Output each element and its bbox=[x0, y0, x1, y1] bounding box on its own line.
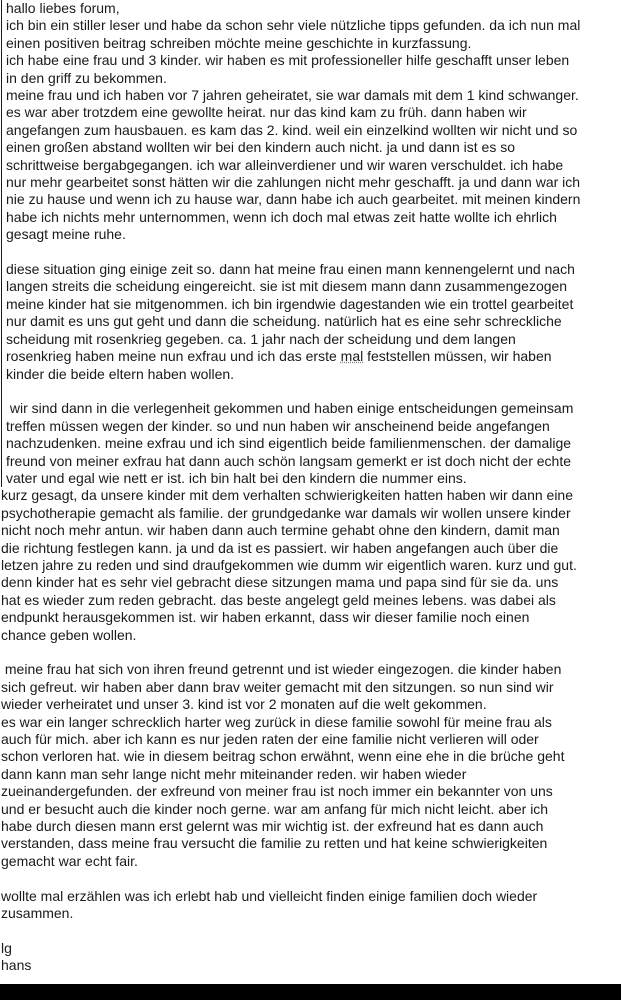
text-line: habe durch diesen mann erst gelernt was mir wichtig ist. der exfreund hat es dann auch bbox=[1, 818, 544, 835]
paragraph-gap bbox=[1, 922, 621, 939]
text-line: die richtung festlegen kann. ja und da ist es passiert. wir haben angefangen auch über die bbox=[1, 539, 559, 556]
paragraph-gap bbox=[1, 644, 621, 661]
text-line: zueinandergefunden. der exfreund von meiner frau ist noch immer ein bekannter von uns bbox=[1, 783, 553, 800]
spellcheck-word: mal bbox=[340, 348, 364, 365]
text-line: sich gefreut. wir haben aber dann brav weiter gemacht mit den sitzungen. so nun sind wir bbox=[1, 678, 554, 695]
text-fragment: rosenkrieg haben meine nun exfrau und ich das erste bbox=[6, 348, 341, 365]
text-line: treffen müssen wegen der kinder. so und nun haben wir anscheinend beide angefangen bbox=[6, 417, 550, 434]
text-line: wieder verheiratet und unser 3. kind ist vor 2 monaten auf die welt gekommen. bbox=[1, 696, 487, 713]
text-line: nur damit es uns gut geht und dann die scheidung. natürlich hat es eine sehr schreckliche bbox=[6, 313, 562, 330]
text-line: nicht noch mehr antun. wir haben dann auch termine gehabt ohne den kindern, damit man bbox=[1, 522, 560, 539]
text-line: dann kann man sehr lange nicht mehr miteinander reden. wir haben wieder bbox=[1, 765, 467, 782]
text-line: nie zu hause und wenn ich zu hause war, dann habe ich auch gearbeitet. mit meinen kindern bbox=[6, 191, 581, 208]
post-paragraph-1 bbox=[1, 0, 613, 487]
paragraph-gap bbox=[6, 244, 613, 261]
text-line: diese situation ging einige zeit so. dann hat meine frau einen mann kennengelernt und nach bbox=[6, 261, 575, 278]
text-line: endpunkt herausgekommen ist. wir haben erkannt, dass wir dieser familie noch einen bbox=[1, 609, 530, 626]
text-line: schon verloren hat. wie in diesem beitrag schon erwähnt, wenn eine ehe in die brüche geht bbox=[1, 748, 565, 765]
text-line: letzen jahre zu reden und sind draufgekommen wie dumm wir eigentlich waren. kurz und gut. bbox=[1, 556, 577, 573]
text-line: gesagt meine ruhe. bbox=[6, 226, 126, 243]
post-greeting: hallo liebes forum, bbox=[6, 0, 120, 16]
text-line: habe ich nichts mehr unternommen, wenn ich doch mal etwas zeit hatte wollte ich ehrlich bbox=[6, 208, 557, 225]
text-line: nachzudenken. meine exfrau und ich sind eigentlich beide familienmenschen. der damalige bbox=[6, 435, 572, 452]
text-line: schrittweise bergabgegangen. ich war alleinverdiener und wir waren verschuldet. ich habe bbox=[6, 156, 564, 173]
text-line: und er besucht auch die kinder noch gerne. war am anfang für mich nicht leicht. aber ich bbox=[1, 800, 549, 817]
text-line: ich habe eine frau und 3 kinder. wir haben es mit professioneller hilfe geschafft unser leben bbox=[6, 52, 570, 69]
text-line: es war aber trotzdem eine gewollte heirat. nur das kind kam zu früh. dann haben wir bbox=[6, 104, 527, 121]
text-line: nur mehr gearbeitet sonst hätten wir die zahlungen nicht mehr geschafft. ja und dann war ich bbox=[6, 174, 581, 191]
text-line: gemacht war echt fair. bbox=[1, 852, 138, 869]
post-signature: hans bbox=[1, 957, 32, 974]
text-line: chance geben wollen. bbox=[1, 626, 137, 643]
text-line: scheidung mit rosenkrieg gegeben. ca. 1 jahr nach der scheidung und dem langen bbox=[6, 330, 516, 347]
text-line: zusammen. bbox=[1, 905, 74, 922]
text-line: freund von meiner exfrau hat dann auch schön langsam gemerkt er ist doch nicht der echte bbox=[6, 452, 571, 469]
text-line: langen streits die scheidung eingereicht. sie ist mit diesem mann dann zusammengezogen bbox=[6, 278, 568, 295]
text-line: kurz gesagt, da unsere kinder mit dem verhalten schwierigkeiten hatten haben wir dann eine bbox=[1, 487, 573, 504]
post-paragraph-4 bbox=[0, 487, 621, 974]
text-line: es war ein langer schrecklich harter weg zurück in diese familie sowohl für meine frau als bbox=[1, 713, 552, 730]
text-line: einen positiven beitrag schreiben möchte meine geschichte in kurzfassung. bbox=[6, 34, 472, 51]
text-line: meine frau und ich haben vor 7 jahren geheiratet, sie war damals mit dem 1 kind schwanger. bbox=[6, 87, 579, 104]
text-line: meine kinder hat sie mitgenommen. ich bin irgendwie dagestanden wie ein trottel gearbeitet bbox=[6, 295, 574, 312]
text-line: wir sind dann in die verlegenheit gekommen und haben einige entscheidungen gemeinsam bbox=[6, 400, 574, 417]
text-line: einen großen abstand wollten wir bei den kindern auch nicht. ja und dann ist es so bbox=[6, 139, 515, 156]
text-line: psychotherapie gemacht als familie. der grundgedanke war damals wir wollen unsere kinder bbox=[1, 504, 571, 521]
text-line bbox=[6, 348, 613, 365]
paragraph-gap bbox=[6, 383, 613, 400]
text-line: hat es wieder zum reden gebracht. das beste angelegt geld meines lebens. was dabei als bbox=[1, 591, 556, 608]
text-line: in den griff zu bekommen. bbox=[6, 69, 167, 86]
post-closing: lg bbox=[1, 939, 12, 956]
text-line: angefangen zum hausbauen. es kam das 2. kind. weil ein einzelkind wollten wir nicht und so bbox=[6, 121, 578, 138]
text-line: ich bin ein stiller leser und habe da schon sehr viele nützliche tipps gefunden. da ich nun mal bbox=[6, 17, 581, 34]
text-line: meine frau hat sich von ihren freund getrennt und ist wieder eingezogen. die kinder haben bbox=[1, 661, 562, 678]
text-line: verstanden, dass meine frau versucht die familie zu retten und hat keine schwierigkeiten bbox=[1, 835, 548, 852]
text-fragment: feststellen müssen, wir haben bbox=[363, 348, 552, 365]
bottom-bar bbox=[0, 984, 621, 1000]
text-line: kinder die beide eltern haben wollen. bbox=[6, 365, 235, 382]
text-line: denn kinder hat es sehr viel gebracht diese sitzungen mama und papa sind für sie da. uns bbox=[1, 574, 559, 591]
text-line: auch für mich. aber ich kann es nur jeden raten der eine familie nicht verlieren will oder bbox=[1, 731, 539, 748]
text-line: wollte mal erzählen was ich erlebt hab und vielleicht finden einige familien doch wieder bbox=[1, 887, 538, 904]
text-line: vater und egal wie nett er ist. ich bin halt bei den kindern die nummer eins. bbox=[6, 469, 467, 486]
paragraph-gap bbox=[1, 870, 621, 887]
